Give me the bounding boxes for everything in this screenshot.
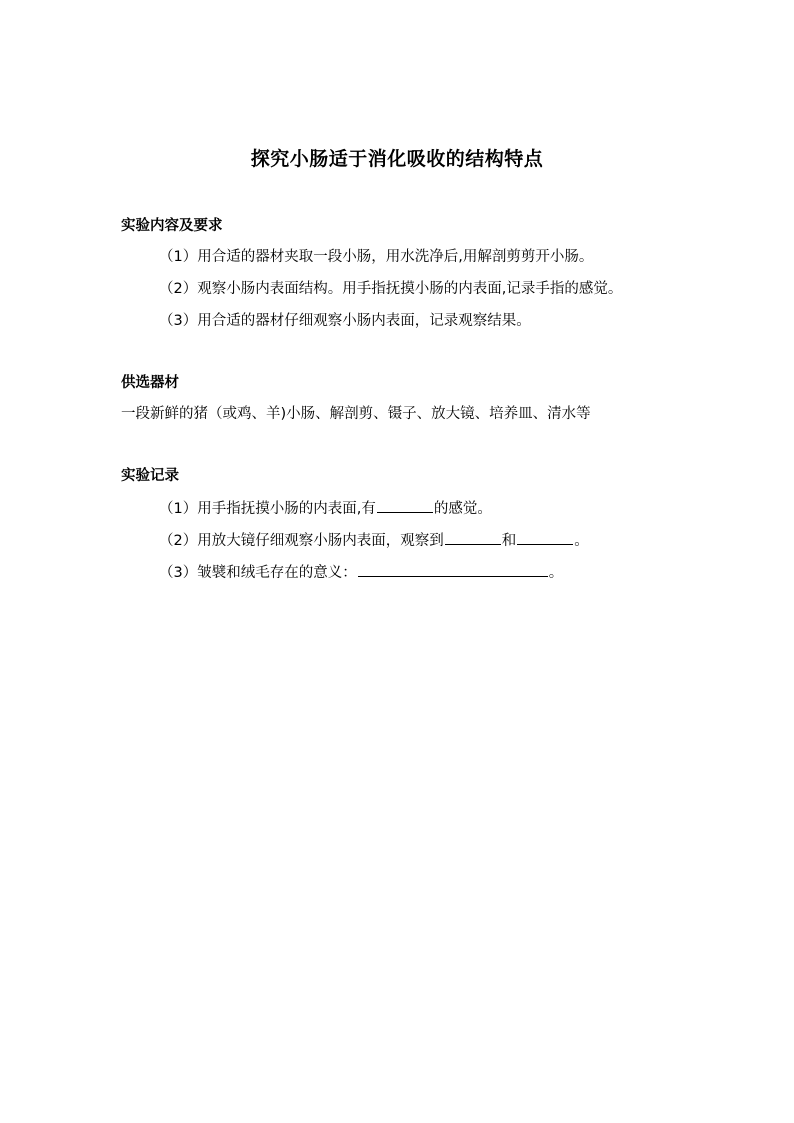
answer-blank-1	[377, 497, 433, 513]
answer-blank-4	[358, 561, 548, 577]
record-item-1-prefix: （1）用手指抚摸小肠的内表面,有	[159, 501, 376, 517]
requirement-item-2: （2）观察小肠内表面结构。用手指抚摸小肠的内表面,记录手指的感觉。	[159, 281, 623, 297]
record-item-1	[159, 497, 492, 519]
answer-blank-3	[517, 529, 573, 545]
record-item-1-suffix: 的感觉。	[433, 501, 492, 517]
requirement-item-1: （1）用合适的器材夹取一段小肠，用水洗净后,用解剖剪剪开小肠。	[159, 249, 594, 265]
record-item-2-conjunction: 和	[501, 533, 517, 549]
record-item-3	[159, 561, 563, 583]
record-item-2-suffix: 。	[574, 533, 589, 549]
record-item-3-prefix: （3）皱襞和绒毛存在的意义：	[159, 565, 357, 581]
requirement-item-3: （3）用合适的器材仔细观察小肠内表面，记录观察结果。	[159, 313, 531, 329]
record-item-2-prefix: （2）用放大镜仔细观察小肠内表面，观察到	[159, 533, 444, 549]
answer-blank-2	[445, 529, 501, 545]
materials-list: 一段新鲜的猪（或鸡、羊)小肠、解剖剪、镊子、放大镜、培养皿、清水等	[121, 406, 591, 422]
section-heading-requirements: 实验内容及要求	[121, 218, 223, 234]
section-heading-materials: 供选器材	[121, 375, 179, 391]
section-heading-record: 实验记录	[121, 468, 179, 484]
record-item-2	[159, 529, 589, 551]
record-item-3-suffix: 。	[548, 565, 564, 581]
page-title: 探究小肠适于消化吸收的结构特点	[250, 148, 544, 170]
